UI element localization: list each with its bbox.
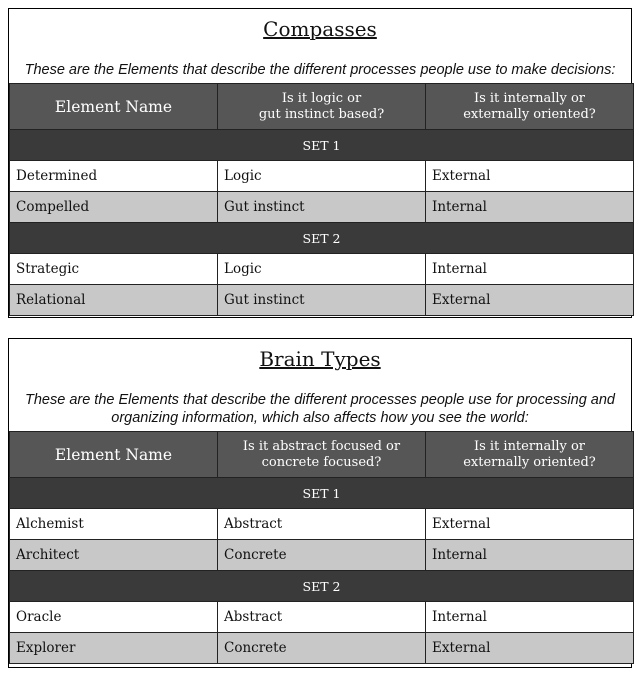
compasses-description: These are the Elements that describe the different processes people use to make decisions: xyxy=(24,62,616,78)
cell-orientation: Internal xyxy=(426,540,634,571)
header-orientation: Is it internally or externally oriented? xyxy=(426,84,634,130)
cell-element: Relational xyxy=(10,285,218,316)
table-row xyxy=(10,192,634,223)
cell-orientation: External xyxy=(426,509,634,540)
cell-focus: Abstract xyxy=(218,509,426,540)
table-row xyxy=(10,602,634,633)
compasses-panel xyxy=(8,8,632,318)
brain-types-description: These are the Elements that describe the different processes people use for processing and organizing information, which also affects how you see the world: xyxy=(24,392,615,426)
cell-focus: Concrete xyxy=(218,633,426,664)
set-label: SET 2 xyxy=(10,223,634,254)
brain-types-table xyxy=(9,431,634,664)
cell-orientation: External xyxy=(426,161,634,192)
table-row xyxy=(10,633,634,664)
header-row xyxy=(10,432,634,478)
cell-element: Oracle xyxy=(10,602,218,633)
cell-focus: Concrete xyxy=(218,540,426,571)
table-row xyxy=(10,285,634,316)
table-row xyxy=(10,161,634,192)
brain-types-title: Brain Types xyxy=(259,347,381,371)
cell-element: Compelled xyxy=(10,192,218,223)
cell-orientation: External xyxy=(426,633,634,664)
cell-basis: Logic xyxy=(218,161,426,192)
table-row xyxy=(10,509,634,540)
set-label: SET 2 xyxy=(10,571,634,602)
brain-types-panel xyxy=(8,338,632,668)
header-abstract-or-concrete: Is it abstract focused or concrete focused? xyxy=(218,432,426,478)
cell-orientation: Internal xyxy=(426,602,634,633)
cell-orientation: Internal xyxy=(426,254,634,285)
set-row xyxy=(10,478,634,509)
cell-element: Architect xyxy=(10,540,218,571)
cell-element: Alchemist xyxy=(10,509,218,540)
cell-element: Strategic xyxy=(10,254,218,285)
header-element-name: Element Name xyxy=(10,432,218,478)
cell-orientation: External xyxy=(426,285,634,316)
header-row xyxy=(10,84,634,130)
cell-basis: Gut instinct xyxy=(218,192,426,223)
set-row xyxy=(10,130,634,161)
cell-orientation: Internal xyxy=(426,192,634,223)
header-logic-or-gut: Is it logic or gut instinct based? xyxy=(218,84,426,130)
cell-element: Explorer xyxy=(10,633,218,664)
set-label: SET 1 xyxy=(10,130,634,161)
set-label: SET 1 xyxy=(10,478,634,509)
header-orientation: Is it internally or externally oriented? xyxy=(426,432,634,478)
compasses-table xyxy=(9,83,634,316)
set-row xyxy=(10,571,634,602)
cell-basis: Gut instinct xyxy=(218,285,426,316)
cell-focus: Abstract xyxy=(218,602,426,633)
set-row xyxy=(10,223,634,254)
header-element-name: Element Name xyxy=(10,84,218,130)
compasses-title: Compasses xyxy=(263,17,377,41)
table-row xyxy=(10,540,634,571)
cell-basis: Logic xyxy=(218,254,426,285)
cell-element: Determined xyxy=(10,161,218,192)
table-row xyxy=(10,254,634,285)
